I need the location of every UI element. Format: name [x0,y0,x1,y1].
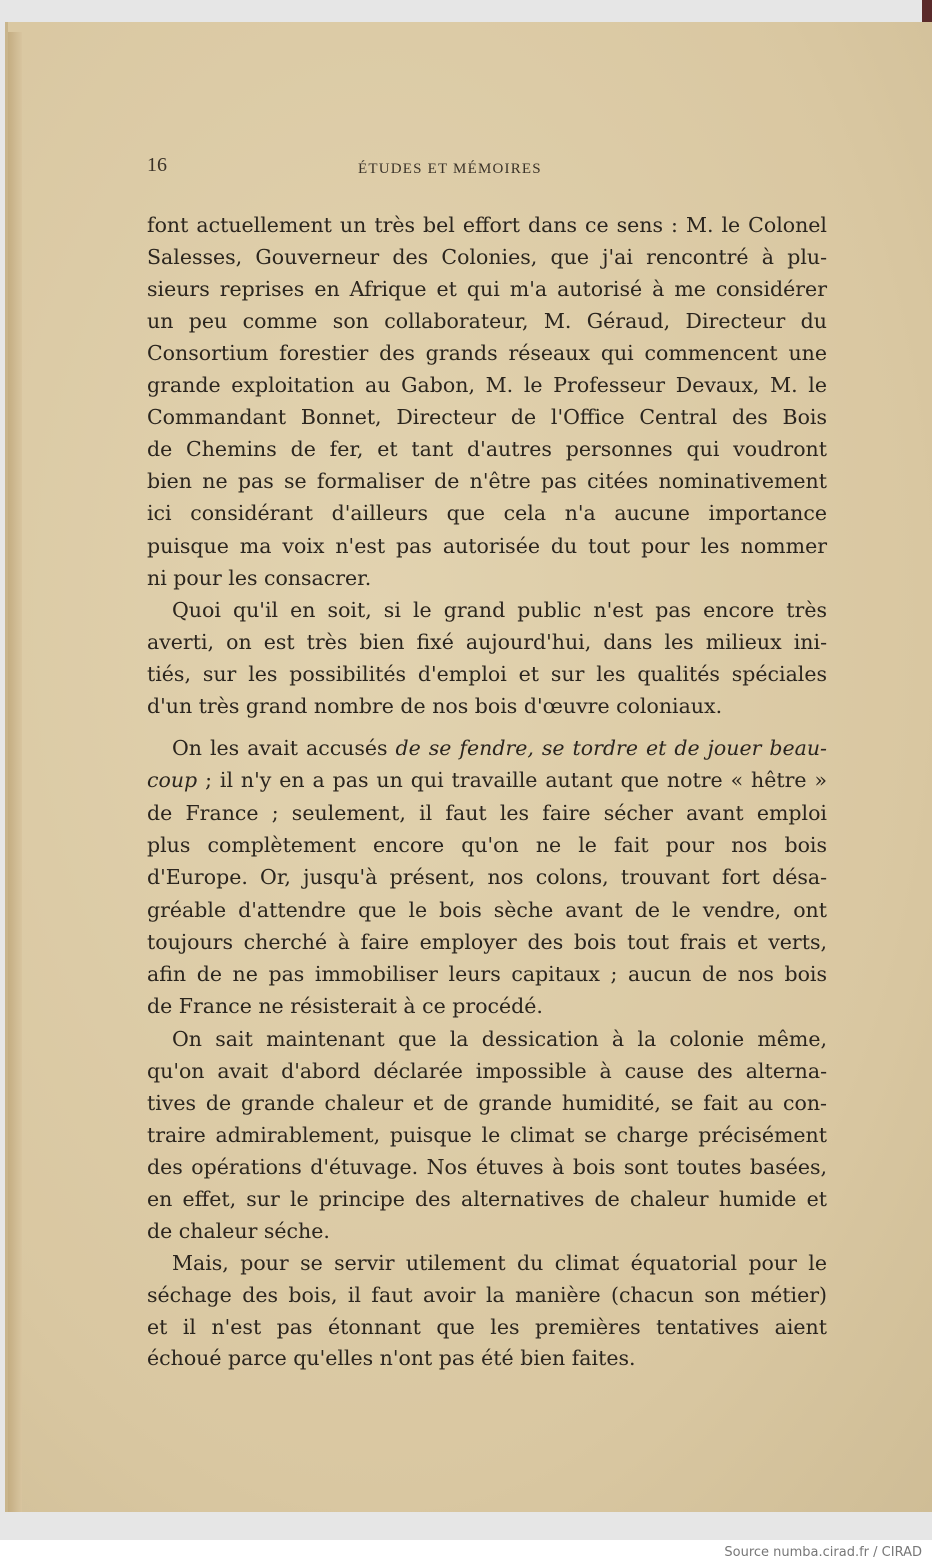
text-line: grande exploitation au Gabon, M. le Professeur Devaux, M. le [147,373,827,397]
page-edge [8,32,22,1512]
text-line: ni pour les consacrer. [147,566,372,590]
source-credit: Source numba.cirad.fr / CIRAD [724,1545,922,1560]
text-line: séchage des bois, il faut avoir la manière (chacun son métier) [147,1283,827,1307]
text-line: d'un très grand nombre de nos bois d'œuvre coloniaux. [147,694,723,718]
text-line: bien ne pas se formaliser de n'être pas citées nominativement [147,469,827,493]
text-line: tiés, sur les possibilités d'emploi et sur les qualités spéciales [147,662,827,686]
text-line: afin de ne pas immobiliser leurs capitaux ; aucun de nos bois [147,962,827,986]
text-line: de France ne résisterait à ce procédé. [147,994,543,1018]
text-line: et il n'est pas étonnant que les premières tentatives aient [147,1315,827,1339]
text-line: de chaleur séche. [147,1219,330,1243]
text-line: un peu comme son collaborateur, M. Géraud, Directeur du [147,309,827,333]
text-line: gréable d'attendre que le bois sèche avant de le vendre, ont [147,898,827,922]
page-number: 16 [147,154,167,176]
text-line: sieurs reprises en Afrique et qui m'a autorisé à me considérer [147,277,827,301]
text-line: Salesses, Gouverneur des Colonies, que j'ai rencontré à plu- [147,245,827,269]
text-line: échoué parce qu'elles n'ont pas été bien faites. [147,1346,636,1370]
text-line: Mais, pour se servir utilement du climat équatorial pour le [172,1251,827,1275]
text-line: de France ; seulement, il faut les faire sécher avant emploi [147,801,827,825]
text-line: font actuellement un très bel effort dans ce sens : M. le Colonel [147,213,827,237]
text-line: Commandant Bonnet, Directeur de l'Office Central des Bois [147,405,827,429]
text-segment: On les avait accusés [172,736,396,760]
text-line [147,768,827,792]
text-line: toujours cherché à faire employer des bois tout frais et verts, [147,930,827,954]
text-line: qu'on avait d'abord déclarée impossible à cause des alterna- [147,1059,827,1083]
text-line: en effet, sur le principe des alternatives de chaleur humide et [147,1187,827,1211]
italic-text: coup [147,768,198,792]
text-segment: ; il n'y en a pas un qui travaille autant que notre « hêtre » [197,768,827,792]
text-line: traire admirablement, puisque le climat se charge précisément [147,1123,827,1147]
running-title: ÉTUDES ET MÉMOIRES [358,161,542,177]
text-line: Quoi qu'il en soit, si le grand public n'est pas encore très [172,598,827,622]
text-line: Consortium forestier des grands réseaux qui commencent une [147,341,827,365]
text-line: puisque ma voix n'est pas autorisée du tout pour les nommer [147,534,827,558]
text-line: de Chemins de fer, et tant d'autres personnes qui voudront [147,437,827,461]
text-line: d'Europe. Or, jusqu'à présent, nos colons, trouvant fort désa- [147,865,827,889]
text-line: ici considérant d'ailleurs que cela n'a aucune importance [147,501,827,525]
text-line [147,736,827,760]
text-line: averti, on est très bien fixé aujourd'hui, dans les milieux ini- [147,630,827,654]
text-line: plus complètement encore qu'on ne le fait pour nos bois [147,833,827,857]
italic-text: de se fendre, se tordre et de jouer beau- [395,736,827,760]
text-line: des opérations d'étuvage. Nos étuves à bois sont toutes basées, [147,1155,827,1179]
text-line: On sait maintenant que la dessication à la colonie même, [172,1027,827,1051]
text-line: tives de grande chaleur et de grande humidité, se fait au con- [147,1091,827,1115]
